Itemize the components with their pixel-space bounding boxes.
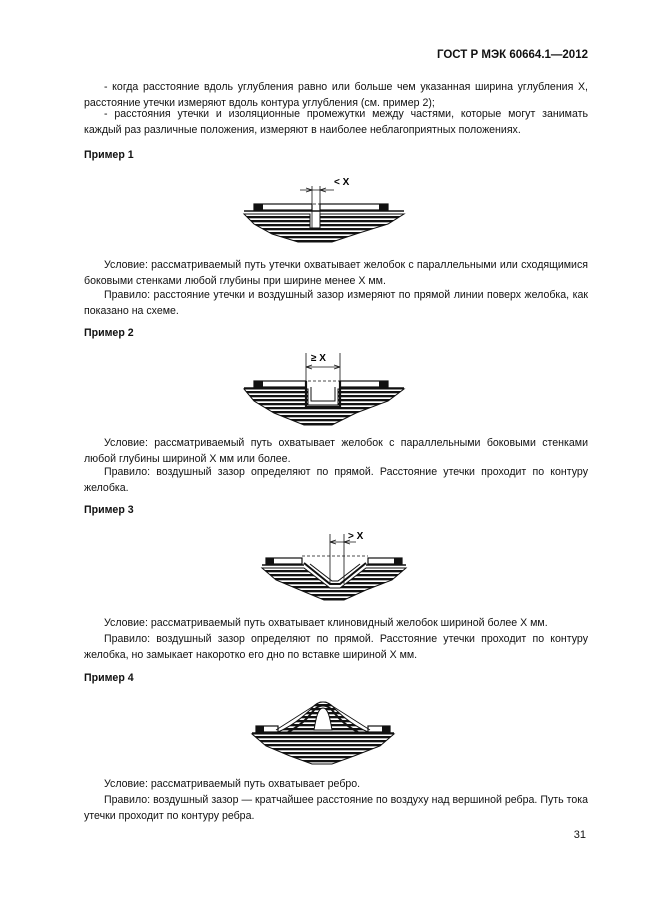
intro-paragraph-1: - когда расстояние вдоль углубления равно или больше чем указанная ширина углубления X, расстояние утечки измеряют вдоль контура углубления (см. пример 2); xyxy=(84,81,588,109)
example-3-figure xyxy=(258,526,410,604)
example-3-label: Пример 3 xyxy=(84,504,134,516)
example-3-rule: Правило: воздушный зазор определяют по прямой. Расстояние утечки проходит по контуру желобка, но замыкает накоротко его дно по вставке шириной X мм. xyxy=(84,633,588,661)
example-2-rule: Правило: воздушный зазор определяют по прямой. Расстояние утечки проходит по контуру желобка. xyxy=(84,466,588,494)
example-4-figure xyxy=(248,696,398,768)
example-2-condition: Условие: рассматриваемый путь охватывает желобок с параллельными боковыми стенками любой глубины шириной X мм или более. xyxy=(84,437,588,465)
document-header: ГОСТ Р МЭК 60664.1—2012 xyxy=(436,49,588,61)
example-3-condition: Условие: рассматриваемый путь охватывает клиновидный желобок шириной более X мм. xyxy=(104,617,548,629)
example-1-label: Пример 1 xyxy=(84,149,134,161)
page-number: 31 xyxy=(573,829,586,841)
example-1-dimension-label: < X xyxy=(334,177,350,188)
example-1-condition: Условие: рассматриваемый путь утечки охватывает желобок с параллельными или сходящимися боковыми стенками любой глубины при ширине менее X мм. xyxy=(84,259,588,287)
example-4-condition: Условие: рассматриваемый путь охватывает ребро. xyxy=(104,778,361,790)
example-2-dimension-label: ≥ X xyxy=(311,353,326,364)
intro-paragraph-2: - расстояния утечки и изоляционные промежутки между частями, которые могут занимать каждый раз различные положения, измеряют в наиболее неблагоприятных положениях. xyxy=(84,108,588,136)
example-2-figure xyxy=(238,347,410,431)
example-2-label: Пример 2 xyxy=(84,327,134,339)
example-1-rule: Правило: расстояние утечки и воздушный зазор измеряют по прямой линии поверх желобка, как показано на схеме. xyxy=(84,289,588,317)
example-4-rule: Правило: воздушный зазор — кратчайшее расстояние по воздуху над вершиной ребра. Путь тока утечки проходит по контуру ребра. xyxy=(84,794,588,822)
example-4-label: Пример 4 xyxy=(84,672,134,684)
example-3-dimension-label: > X xyxy=(348,531,364,542)
example-1-figure xyxy=(238,172,410,246)
